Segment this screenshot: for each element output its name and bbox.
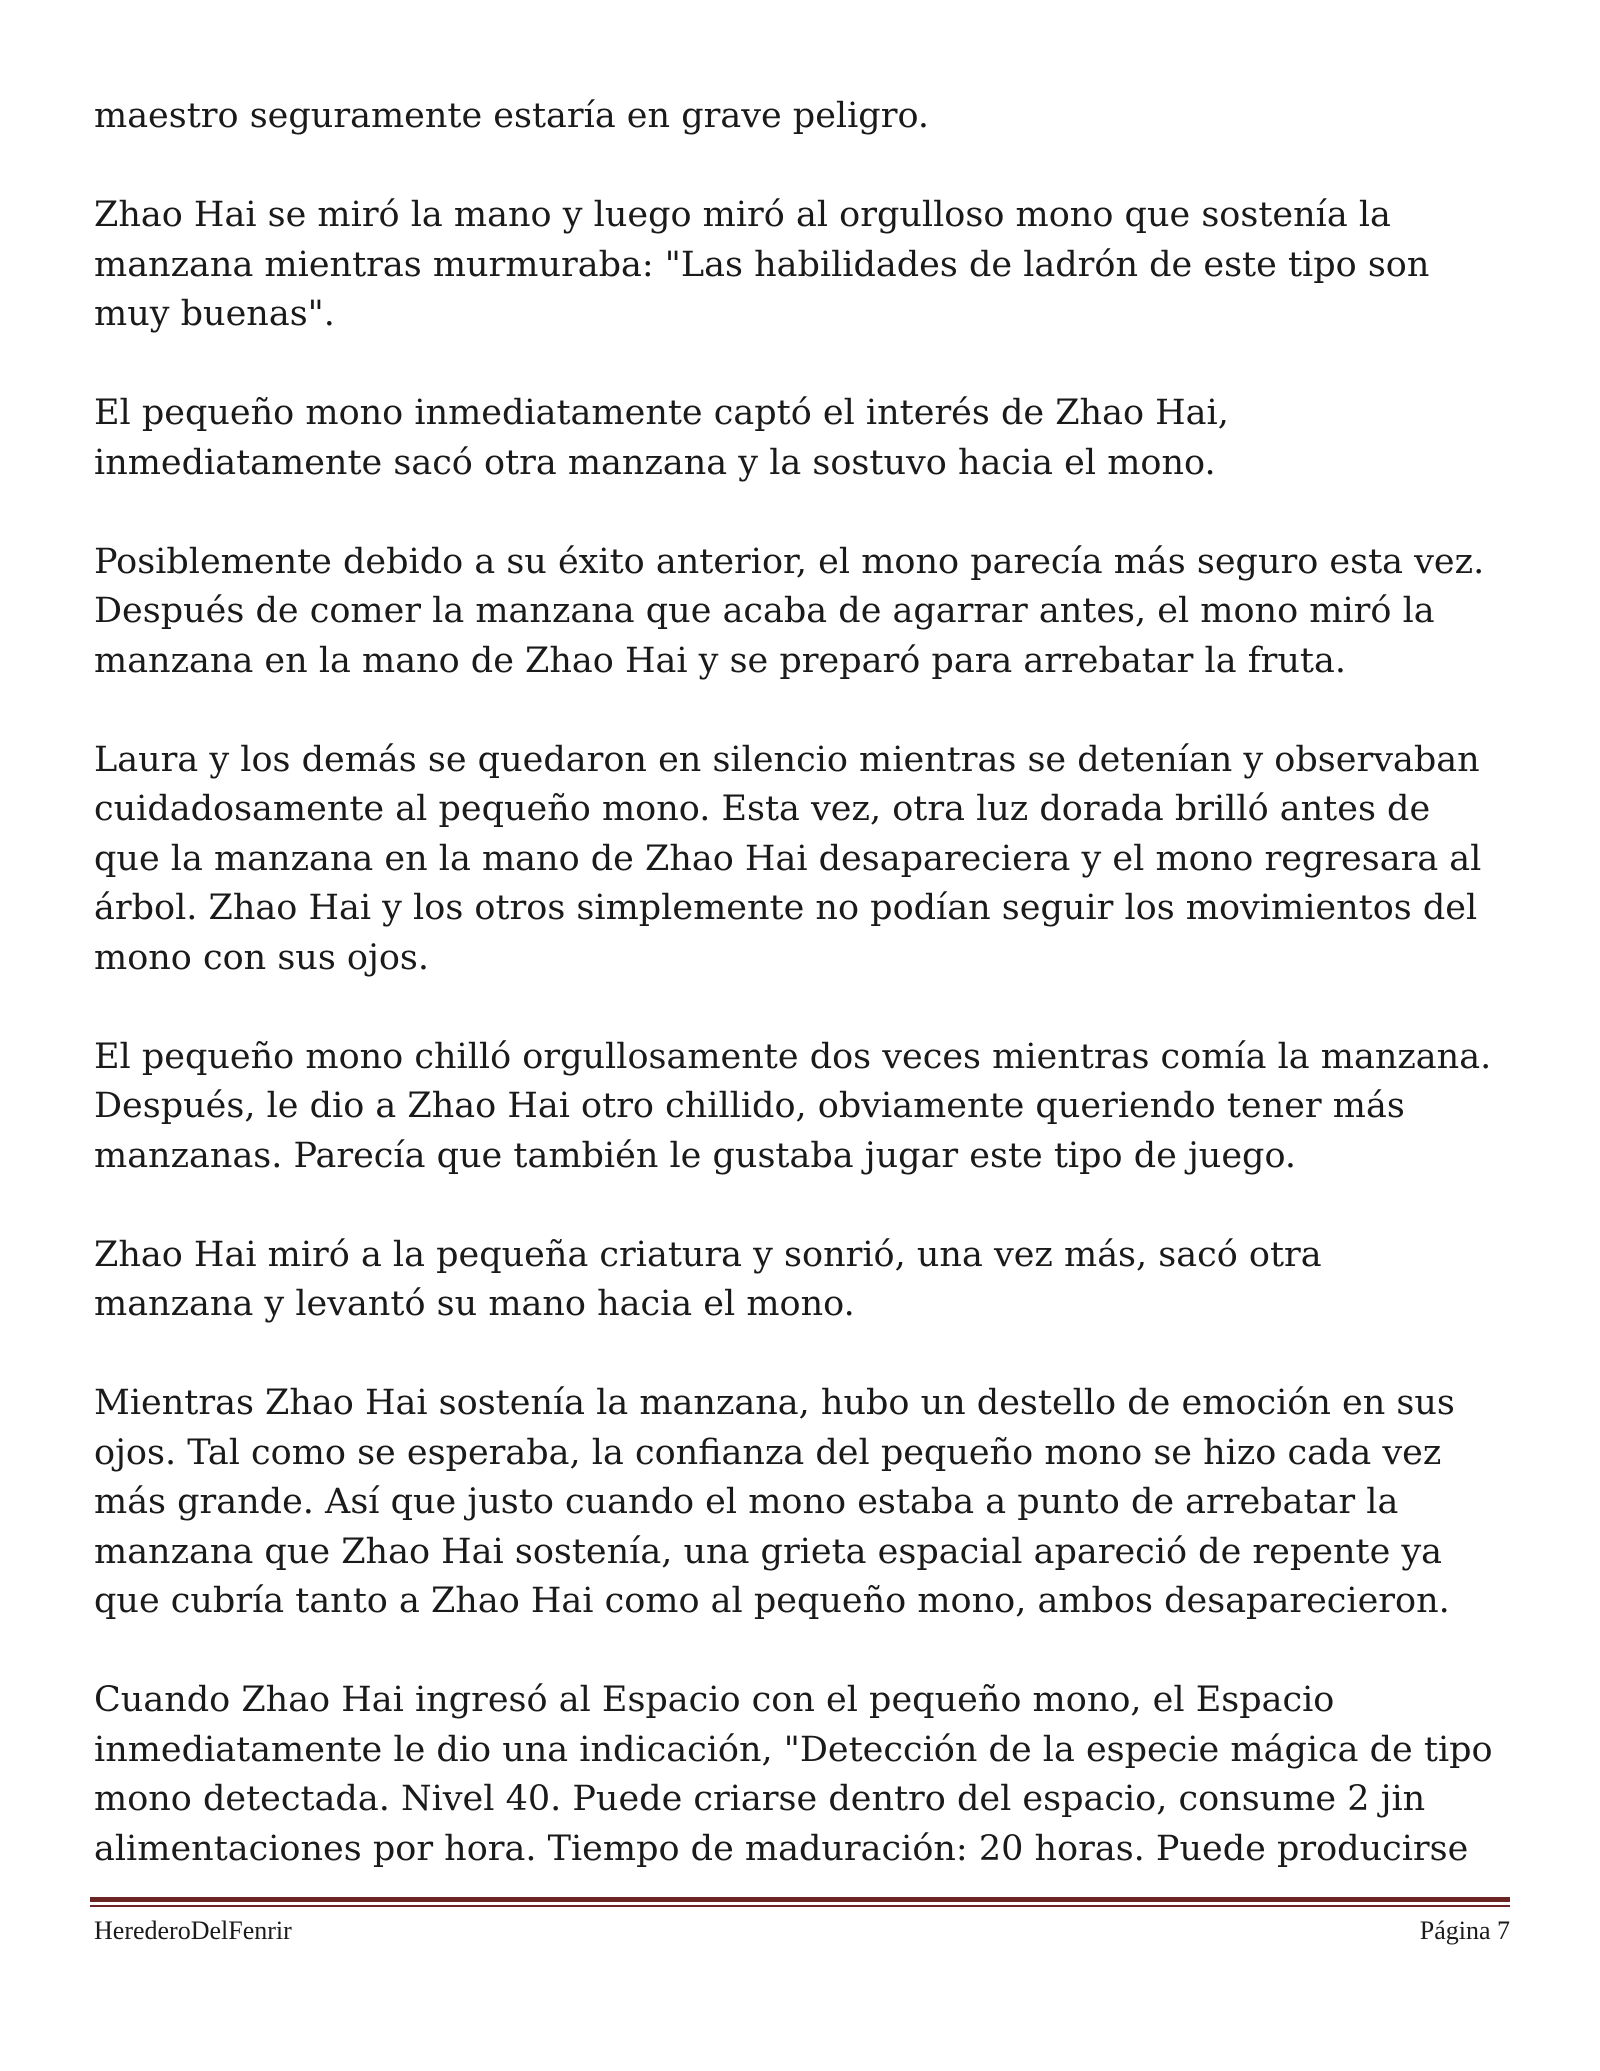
- text-line: más grande. Así que justo cuando el mono estaba a punto de arrebatar la: [94, 1482, 1399, 1522]
- text-line: Laura y los demás se quedaron en silencio mientras se detenían y observaban: [94, 739, 1480, 780]
- paragraph: [94, 389, 1514, 488]
- text-line: Mientras Zhao Hai sostenía la manzana, hubo un destello de emoción en sus: [94, 1383, 1455, 1423]
- text-line: Después, le dio a Zhao Hai otro chillido, obviamente queriendo tener más: [94, 1086, 1405, 1126]
- text-line: cuidadosamente al pequeño mono. Esta vez, otra luz dorada brilló antes de: [94, 789, 1431, 829]
- text-line: árbol. Zhao Hai y los otros simplemente no podían seguir los movimientos del: [94, 888, 1478, 928]
- text-line: El pequeño mono chilló orgullosamente dos veces mientras comía la manzana.: [94, 1036, 1492, 1077]
- paragraph: [94, 1379, 1514, 1627]
- text-line: El pequeño mono inmediatamente captó el interés de Zhao Hai,: [94, 393, 1229, 433]
- paragraph: [94, 1231, 1514, 1330]
- text-line: manzana mientras murmuraba: "Las habilidades de ladrón de este tipo son: [94, 244, 1430, 285]
- text-line: Zhao Hai se miró la mano y luego miró al orgulloso mono que sostenía la: [94, 195, 1391, 235]
- text-line: que cubría tanto a Zhao Hai como al pequeño mono, ambos desaparecieron.: [94, 1581, 1450, 1621]
- text-line: ojos. Tal como se esperaba, la confianza del pequeño mono se hizo cada vez: [94, 1432, 1442, 1473]
- text-line: inmediatamente sacó otra manzana y la sostuvo hacia el mono.: [94, 442, 1216, 483]
- text-line: maestro seguramente estaría en grave peligro.: [94, 96, 930, 136]
- body-text: [94, 92, 1514, 1874]
- footer-rule-thin: [90, 1905, 1510, 1907]
- text-line: manzanas. Parecía que también le gustaba jugar este tipo de juego.: [94, 1135, 1297, 1176]
- text-line: alimentaciones por hora. Tiempo de maduración: 20 horas. Puede producirse: [94, 1828, 1469, 1869]
- text-line: mono detectada. Nivel 40. Puede criarse dentro del espacio, consume 2 jin: [94, 1779, 1426, 1819]
- paragraph: [94, 736, 1514, 984]
- footer-page-number: Página 7: [1419, 1916, 1510, 1945]
- footer-author: HerederoDelFenrir: [94, 1916, 292, 1945]
- text-line: Cuando Zhao Hai ingresó al Espacio con el pequeño mono, el Espacio: [94, 1680, 1335, 1720]
- text-line: muy buenas".: [94, 294, 335, 334]
- text-line: que la manzana en la mano de Zhao Hai desapareciera y el mono regresara al: [94, 838, 1482, 879]
- paragraph: [94, 92, 1514, 142]
- text-line: manzana en la mano de Zhao Hai y se preparó para arrebatar la fruta.: [94, 640, 1346, 681]
- text-line: Posiblemente debido a su éxito anterior, el mono parecía más seguro esta vez.: [94, 541, 1485, 582]
- text-line: manzana que Zhao Hai sostenía, una grieta espacial apareció de repente ya: [94, 1531, 1443, 1572]
- footer-rule-thick: [90, 1897, 1510, 1902]
- paragraph: [94, 1033, 1514, 1182]
- paragraph: [94, 538, 1514, 687]
- text-line: inmediatamente le dio una indicación, "Detección de la especie mágica de tipo: [94, 1729, 1493, 1770]
- text-line: mono con sus ojos.: [94, 937, 430, 978]
- text-line: manzana y levantó su mano hacia el mono.: [94, 1284, 855, 1324]
- paragraph: [94, 1676, 1514, 1874]
- text-line: Después de comer la manzana que acaba de agarrar antes, el mono miró la: [94, 591, 1435, 631]
- text-line: Zhao Hai miró a la pequeña criatura y sonrió, una vez más, sacó otra: [94, 1234, 1322, 1275]
- paragraph: [94, 191, 1514, 340]
